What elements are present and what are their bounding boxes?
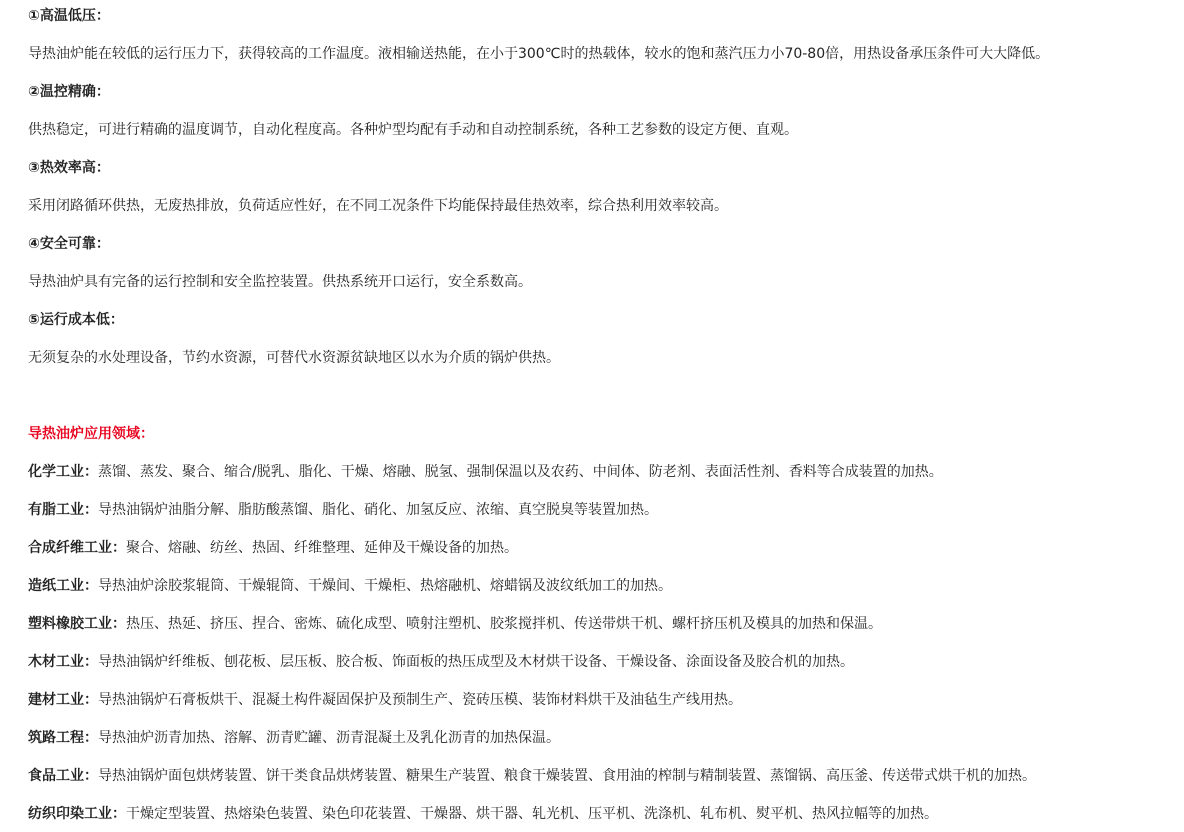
feature-text-3: 采用闭路循环供热，无废热排放，负荷适应性好，在不同工况条件下均能保持最佳热效率，综合热利用效率较高。 xyxy=(28,198,728,214)
feature-heading-5: ⑤运行成本低： xyxy=(28,312,124,328)
application-item xyxy=(28,500,658,520)
application-item xyxy=(28,766,1036,786)
application-text: 热压、热延、挤压、捏合、密炼、硫化成型、喷射注塑机、胶浆搅拌机、传送带烘干机、螺杆挤压机及模具的加热和保温。 xyxy=(126,616,882,632)
application-item xyxy=(28,614,882,634)
application-label: 木材工业： xyxy=(28,654,98,670)
feature-text-1: 导热油炉能在较低的运行压力下，获得较高的工作温度。液相输送热能，在小于300℃时的热载体，较水的饱和蒸汽压力小70-80倍，用热设备承压条件可大大降低。 xyxy=(28,46,1050,62)
application-label: 纺织印染工业： xyxy=(28,806,126,822)
application-label: 建材工业： xyxy=(28,692,98,708)
application-text: 导热油锅炉油脂分解、脂肪酸蒸馏、脂化、硝化、加氢反应、浓缩、真空脱臭等装置加热。 xyxy=(98,502,658,518)
application-label: 筑路工程： xyxy=(28,730,98,746)
application-text: 导热油炉涂胶浆辊筒、干燥辊筒、干燥间、干燥柜、热熔融机、熔蜡锅及波纹纸加工的加热。 xyxy=(98,578,672,594)
application-text: 干燥定型装置、热熔染色装置、染色印花装置、干燥器、烘干器、轧光机、压平机、洗涤机、轧布机、熨平机、热风拉幅等的加热。 xyxy=(126,806,938,822)
application-label: 合成纤维工业： xyxy=(28,540,126,556)
feature-heading-4: ④安全可靠： xyxy=(28,236,110,252)
application-text: 导热油炉沥青加热、溶解、沥青贮罐、沥青混凝土及乳化沥青的加热保温。 xyxy=(98,730,560,746)
feature-text-4: 导热油炉具有完备的运行控制和安全监控装置。供热系统开口运行，安全系数高。 xyxy=(28,274,532,290)
application-text: 聚合、熔融、纺丝、热固、纤维整理、延伸及干燥设备的加热。 xyxy=(126,540,518,556)
application-label: 食品工业： xyxy=(28,768,98,784)
feature-heading-1: ①高温低压： xyxy=(28,8,110,24)
feature-text-5: 无须复杂的水处理设备，节约水资源，可替代水资源贫缺地区以水为介质的锅炉供热。 xyxy=(28,350,560,366)
application-item xyxy=(28,462,943,482)
application-label: 化学工业： xyxy=(28,464,98,480)
application-label: 塑料橡胶工业： xyxy=(28,616,126,632)
application-text: 蒸馏、蒸发、聚合、缩合/脱乳、脂化、干燥、熔融、脱氢、强制保温以及农药、中间体、防老剂、表面活性剂、香料等合成装置的加热。 xyxy=(98,464,943,480)
feature-heading-3: ③热效率高： xyxy=(28,160,110,176)
application-item xyxy=(28,690,742,710)
application-item xyxy=(28,652,854,672)
application-text: 导热油锅炉纤维板、刨花板、层压板、胶合板、饰面板的热压成型及木材烘干设备、干燥设备、涂面设备及胶合机的加热。 xyxy=(98,654,854,670)
application-item xyxy=(28,538,518,558)
feature-heading-2: ②温控精确： xyxy=(28,84,110,100)
application-text: 导热油锅炉面包烘烤装置、饼干类食品烘烤装置、糖果生产装置、粮食干燥装置、食用油的榨制与精制装置、蒸馏锅、高压釜、传送带式烘干机的加热。 xyxy=(98,768,1036,784)
application-item xyxy=(28,804,938,824)
feature-text-2: 供热稳定，可进行精确的温度调节，自动化程度高。各种炉型均配有手动和自动控制系统，各种工艺参数的设定方便、直观。 xyxy=(28,122,798,138)
application-text: 导热油锅炉石膏板烘干、混凝土构件凝固保护及预制生产、瓷砖压模、装饰材料烘干及油毡生产线用热。 xyxy=(98,692,742,708)
application-item xyxy=(28,728,560,748)
applications-title: 导热油炉应用领域： xyxy=(28,426,154,442)
application-item xyxy=(28,576,672,596)
application-label: 造纸工业： xyxy=(28,578,98,594)
application-label: 有脂工业： xyxy=(28,502,98,518)
